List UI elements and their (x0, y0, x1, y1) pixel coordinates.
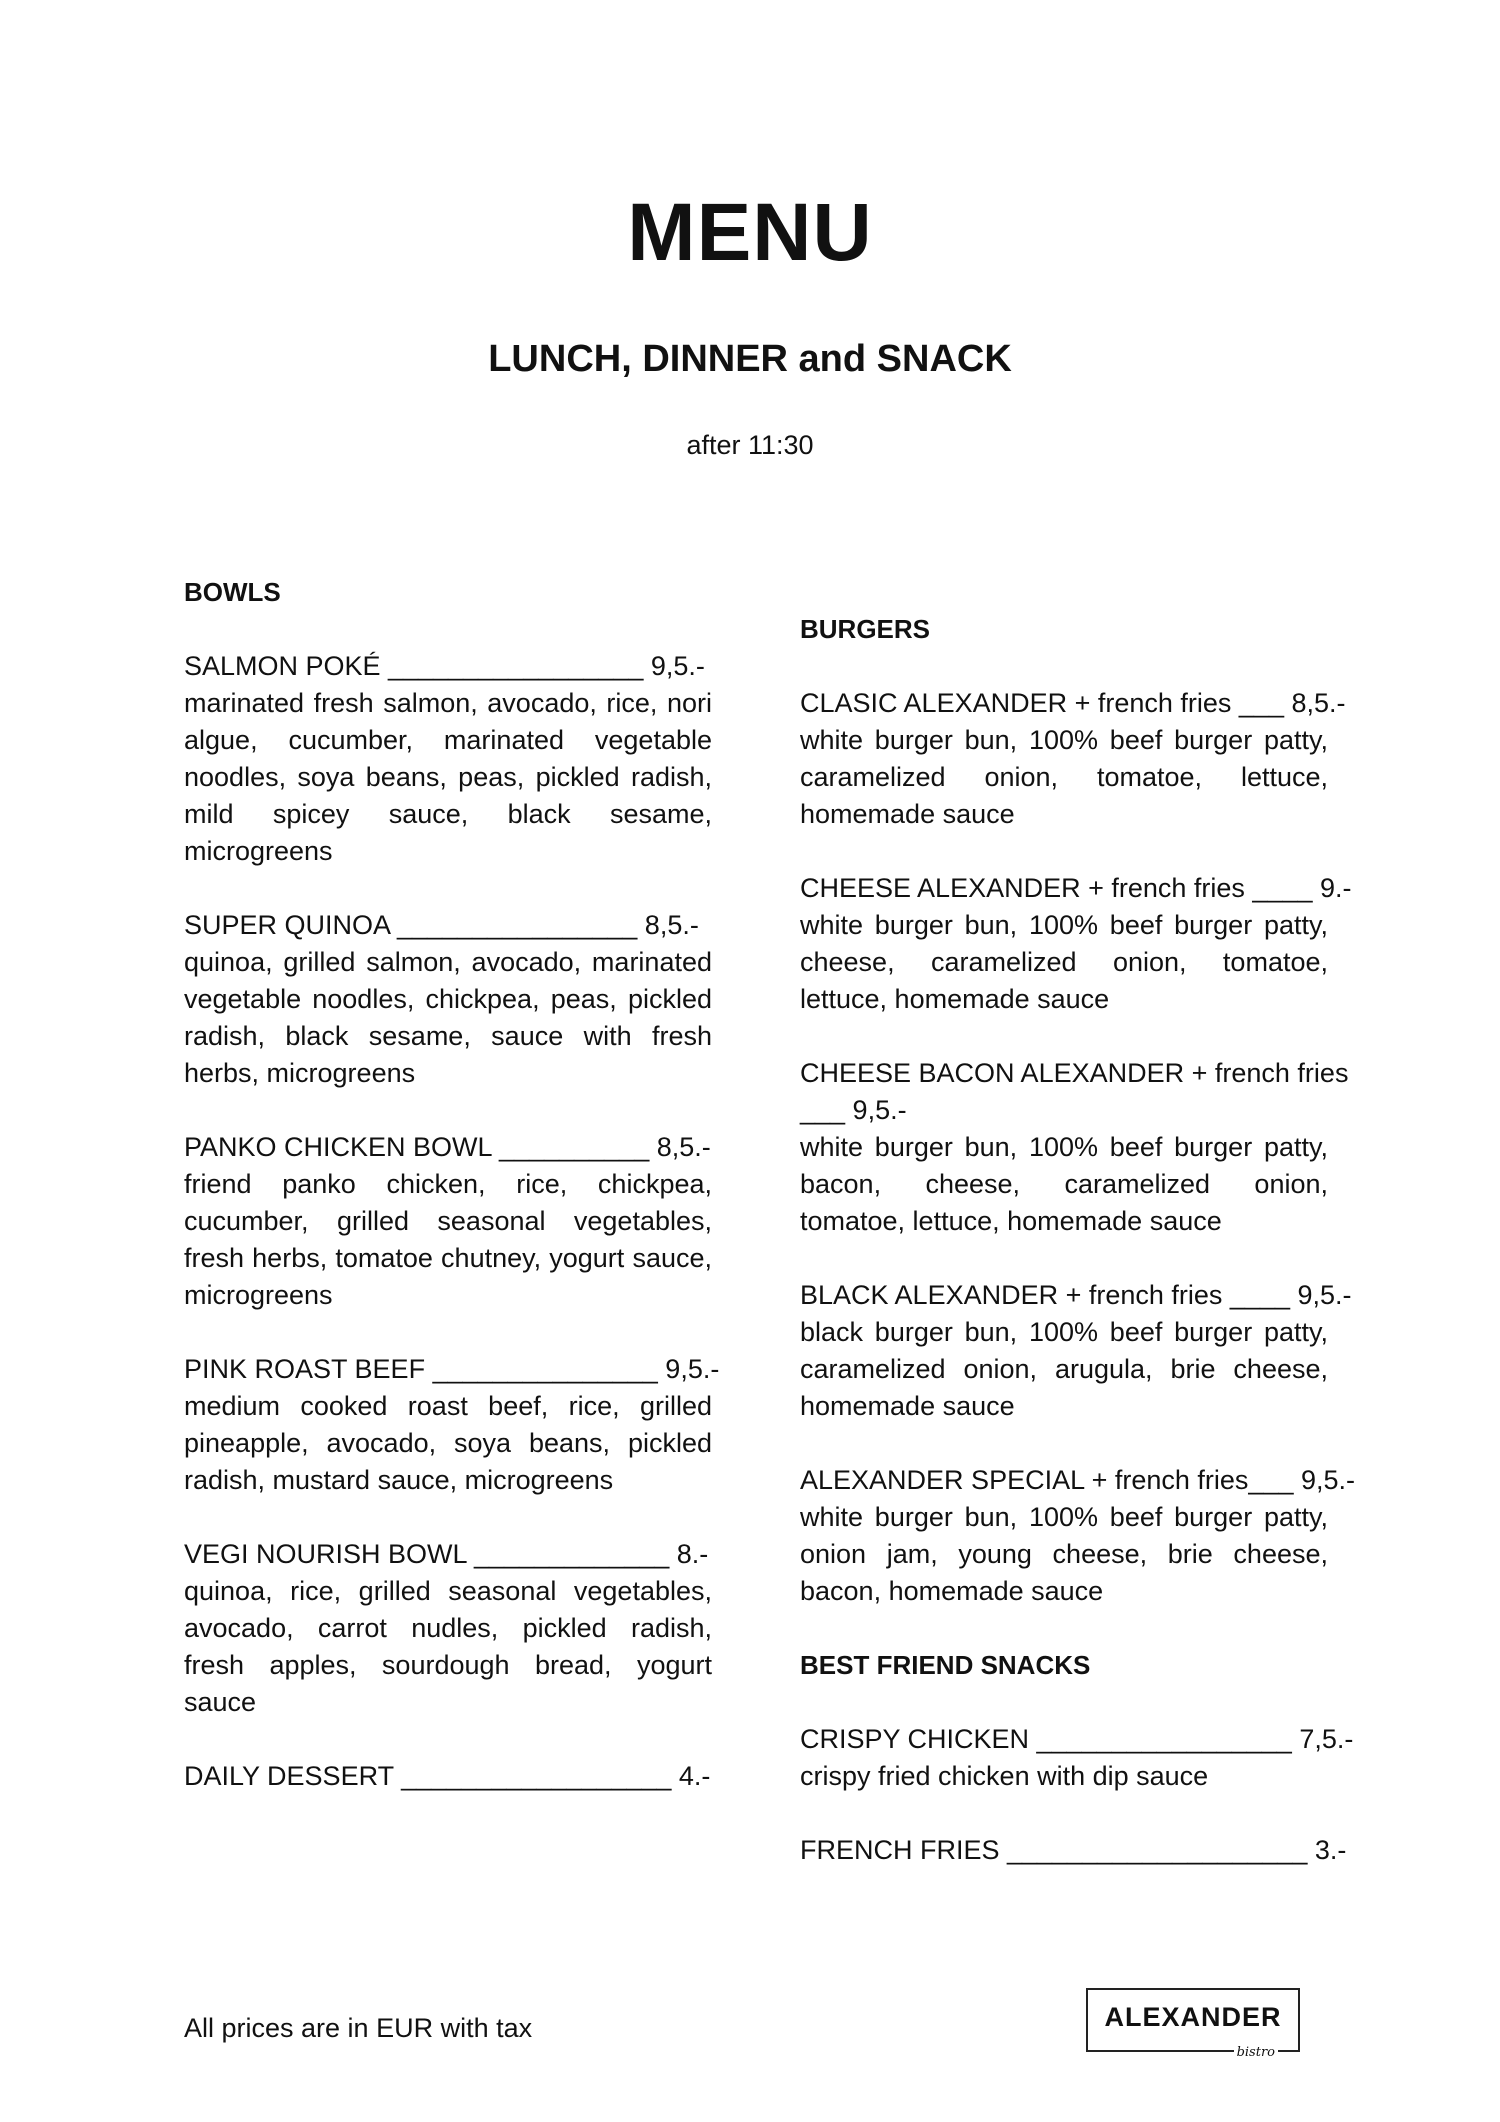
logo-wordmark: ALEXANDER (1104, 2002, 1282, 2032)
item-name-price: CHEESE BACON ALEXANDER + french fries (800, 1058, 1349, 1088)
item-name-price: PINK ROAST BEEF _______________ 9,5.- (184, 1354, 720, 1384)
menu-item-clasic-alexander (800, 685, 1346, 833)
item-name-price: BLACK ALEXANDER + french fries ____ 9,5.- (800, 1280, 1352, 1310)
burgers-column (800, 611, 1356, 1869)
bowls-column (184, 574, 720, 1795)
logo-subtitle: bistro (1234, 2044, 1278, 2062)
menu-item-vegi-nourish-bowl (184, 1536, 712, 1721)
item-name-price: CHEESE ALEXANDER + french fries ____ 9.- (800, 873, 1352, 903)
menu-item-daily-dessert (184, 1758, 712, 1795)
item-description: quinoa, rice, grilled seasonal vegetables, avocado, carrot nudles, pickled radish, fresh apples, sourdough bread, yogurt sauce (184, 1576, 712, 1717)
menu-item-alexander-special (800, 1462, 1356, 1610)
item-description: black burger bun, 100% beef burger patty, caramelized onion, arugula, brie cheese, homemade sauce (800, 1317, 1328, 1421)
item-description: white burger bun, 100% beef burger patty, cheese, caramelized onion, tomatoe, lettuce, homemade sauce (800, 910, 1328, 1014)
item-description: white burger bun, 100% beef burger patty, caramelized onion, tomatoe, lettuce, homemade sauce (800, 725, 1328, 829)
item-description: marinated fresh salmon, avocado, rice, nori algue, cucumber, marinated vegetable noodles, soya beans, peas, pickled radish, mild spicey sauce, black sesame, microgreens (184, 688, 712, 866)
alexander-bistro-logo (1086, 1988, 1300, 2060)
menu-item-cheese-bacon-alexander (800, 1055, 1349, 1240)
menu-item-crispy-chicken (800, 1721, 1354, 1795)
item-name-price: CLASIC ALEXANDER + french fries ___ 8,5.- (800, 688, 1346, 718)
item-name-price: DAILY DESSERT __________________ 4.- (184, 1761, 711, 1791)
item-name-price: PANKO CHICKEN BOWL __________ 8,5.- (184, 1132, 711, 1162)
serving-hours: after 11:30 (686, 430, 814, 460)
menu-item-cheese-alexander (800, 870, 1352, 1018)
item-description: crispy fried chicken with dip sauce (800, 1761, 1209, 1791)
menu-item-pink-roast-beef (184, 1351, 720, 1499)
section-heading-burgers: BURGERS (800, 614, 931, 644)
menu-item-french-fries (800, 1832, 1347, 1869)
menu-item-panko-chicken-bowl (184, 1129, 712, 1314)
section-heading-bowls: BOWLS (184, 577, 281, 607)
page-subtitle: LUNCH, DINNER and SNACK (488, 338, 1012, 380)
item-name-price: ALEXANDER SPECIAL + french fries___ 9,5.- (800, 1465, 1356, 1495)
menu-item-salmon-poke (184, 648, 712, 870)
item-description: white burger bun, 100% beef burger patty, bacon, cheese, caramelized onion, tomatoe, lettuce, homemade sauce (800, 1132, 1328, 1236)
item-name-price: FRENCH FRIES ____________________ 3.- (800, 1835, 1347, 1865)
section-heading-snacks: BEST FRIEND SNACKS (800, 1650, 1091, 1680)
item-name-price: VEGI NOURISH BOWL _____________ 8.- (184, 1539, 709, 1569)
menu-item-super-quinoa (184, 907, 712, 1092)
item-description: white burger bun, 100% beef burger patty, onion jam, young cheese, brie cheese, bacon, homemade sauce (800, 1502, 1328, 1606)
item-description: quinoa, grilled salmon, avocado, marinated vegetable noodles, chickpea, peas, pickled radish, black sesame, sauce with fresh herbs, microgreens (184, 947, 712, 1088)
menu-item-black-alexander (800, 1277, 1352, 1425)
item-name-price: CRISPY CHICKEN _________________ 7,5.- (800, 1724, 1354, 1754)
price-note: All prices are in EUR with tax (184, 2013, 533, 2043)
item-name-price: SALMON POKÉ _________________ 9,5.- (184, 651, 705, 681)
item-description: friend panko chicken, rice, chickpea, cucumber, grilled seasonal vegetables, fresh herbs, tomatoe chutney, yogurt sauce, microgreens (184, 1169, 712, 1310)
item-name-price: SUPER QUINOA ________________ 8,5.- (184, 910, 699, 940)
item-description: medium cooked roast beef, rice, grilled pineapple, avocado, soya beans, pickled radish, mustard sauce, microgreens (184, 1391, 712, 1495)
page-title: MENU (627, 187, 873, 278)
item-price-line: ___ 9,5.- (800, 1095, 907, 1125)
